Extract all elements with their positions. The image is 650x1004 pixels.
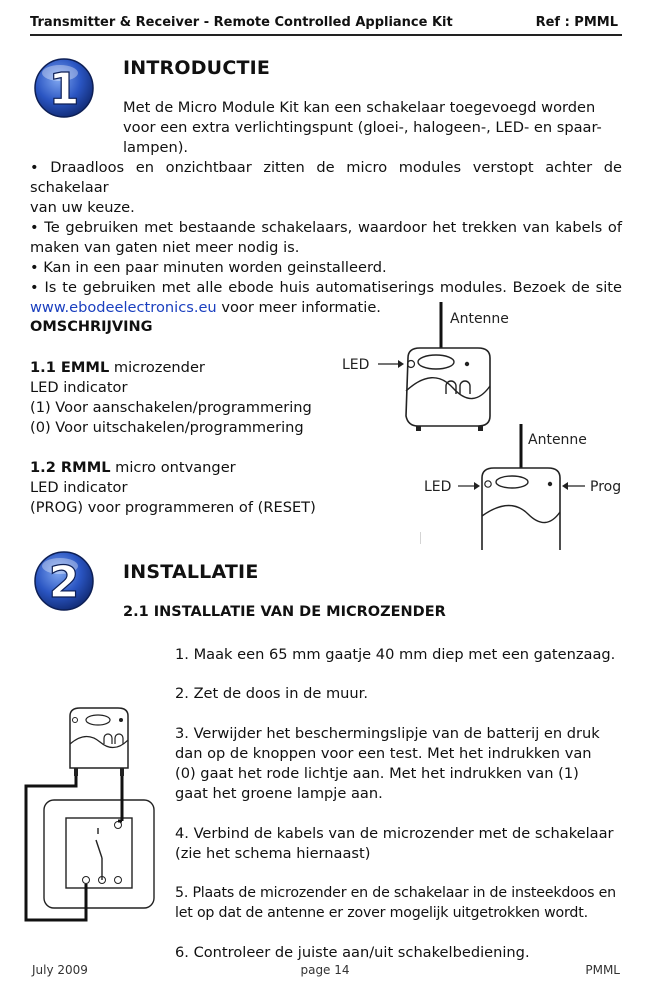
step-4: 4. Verbind de kabels van de microzender met de schakelaar (zie het schema hiernaast): [175, 825, 614, 862]
rmml-code: 1.2 RMML: [30, 459, 111, 476]
prog-label: Prog: [590, 479, 622, 495]
header-ref: Ref : PMML: [535, 15, 618, 30]
antenna-label: Antenne: [528, 432, 587, 448]
section-1-number: 1: [48, 64, 80, 115]
description-title: OMSCHRIJVING: [30, 319, 153, 335]
step-2: 2. Zet de doos in de muur.: [175, 685, 368, 702]
footer-date: July 2009: [32, 963, 88, 977]
emml-code: 1.1 EMML: [30, 359, 110, 376]
bullet-4: • Is te gebruiken met alle ebode huis automatiserings modules. Bezoek de site www.ebodeelectronics.eu voor meer informatie.: [30, 279, 622, 316]
step-1: 1. Maak een 65 mm gaatje 40 mm diep met een gatenzaag.: [175, 646, 616, 663]
intro-line: Met de Micro Module Kit kan een schakelaar toegevoegd worden: [123, 99, 596, 116]
wiring-diagram-figure: [18, 700, 163, 930]
intro-line: lampen).: [123, 139, 189, 156]
section-2-title: INSTALLATIE: [123, 561, 259, 583]
features-list: [30, 158, 622, 318]
section-1-badge-icon: [33, 57, 95, 119]
step-3: 3. Verwijder het beschermingslipje van de batterij en druk dan op de knoppen voor een test. Met het indrukken van (0) gaat het rode lichtje aan. Met het indrukken van (1) gaat het groene lampje aan.: [175, 725, 600, 802]
led-label: LED: [342, 357, 370, 373]
rmml-description: 1.2 RMML micro ontvanger LED indicator (PROG) voor programmeren of (RESET): [30, 459, 316, 516]
header-title: Transmitter & Receiver - Remote Controlled Appliance Kit: [30, 15, 453, 30]
rmml-module-figure: [420, 420, 630, 550]
emml-description: 1.1 EMML microzender LED indicator (1) Voor aanschakelen/programmering (0) Voor uitschakelen/programmering: [30, 359, 312, 436]
footer-page: page 14: [300, 963, 350, 977]
antenna-label: Antenne: [450, 311, 509, 327]
bullet-1: • Draadloos en onzichtbaar zitten de micro modules verstopt achter de schakelaar van uw keuze.: [30, 159, 622, 216]
footer-code: PMML: [585, 963, 620, 977]
step-5: 5. Plaats de microzender en de schakelaar in de insteekdoos en let op dat de antenne er zover mogelijk uitgetrokken wordt.: [175, 885, 616, 921]
section-2-subtitle: 2.1 INSTALLATIE VAN DE MICROZENDER: [123, 604, 446, 620]
intro-line: voor een extra verlichtingspunt (gloei-, halogeen-, LED- en spaar-: [123, 119, 602, 136]
step-6: 6. Controleer de juiste aan/uit schakelbediening.: [175, 944, 530, 961]
bullet-3: • Kan in een paar minuten worden geinstalleerd.: [30, 259, 387, 276]
bullet-2: • Te gebruiken met bestaande schakelaars, waardoor het trekken van kabels of maken van gaten niet meer nodig is.: [30, 219, 622, 256]
intro-paragraph: [123, 98, 623, 158]
led-label: LED: [424, 479, 452, 495]
header-divider: [30, 34, 622, 36]
website-link[interactable]: www.ebodeelectronics.eu: [30, 299, 217, 316]
section-2-number: 2: [48, 557, 80, 608]
emml-module-figure: [338, 296, 528, 436]
section-2-badge-icon: [33, 550, 95, 612]
section-1-title: INTRODUCTIE: [123, 57, 271, 79]
